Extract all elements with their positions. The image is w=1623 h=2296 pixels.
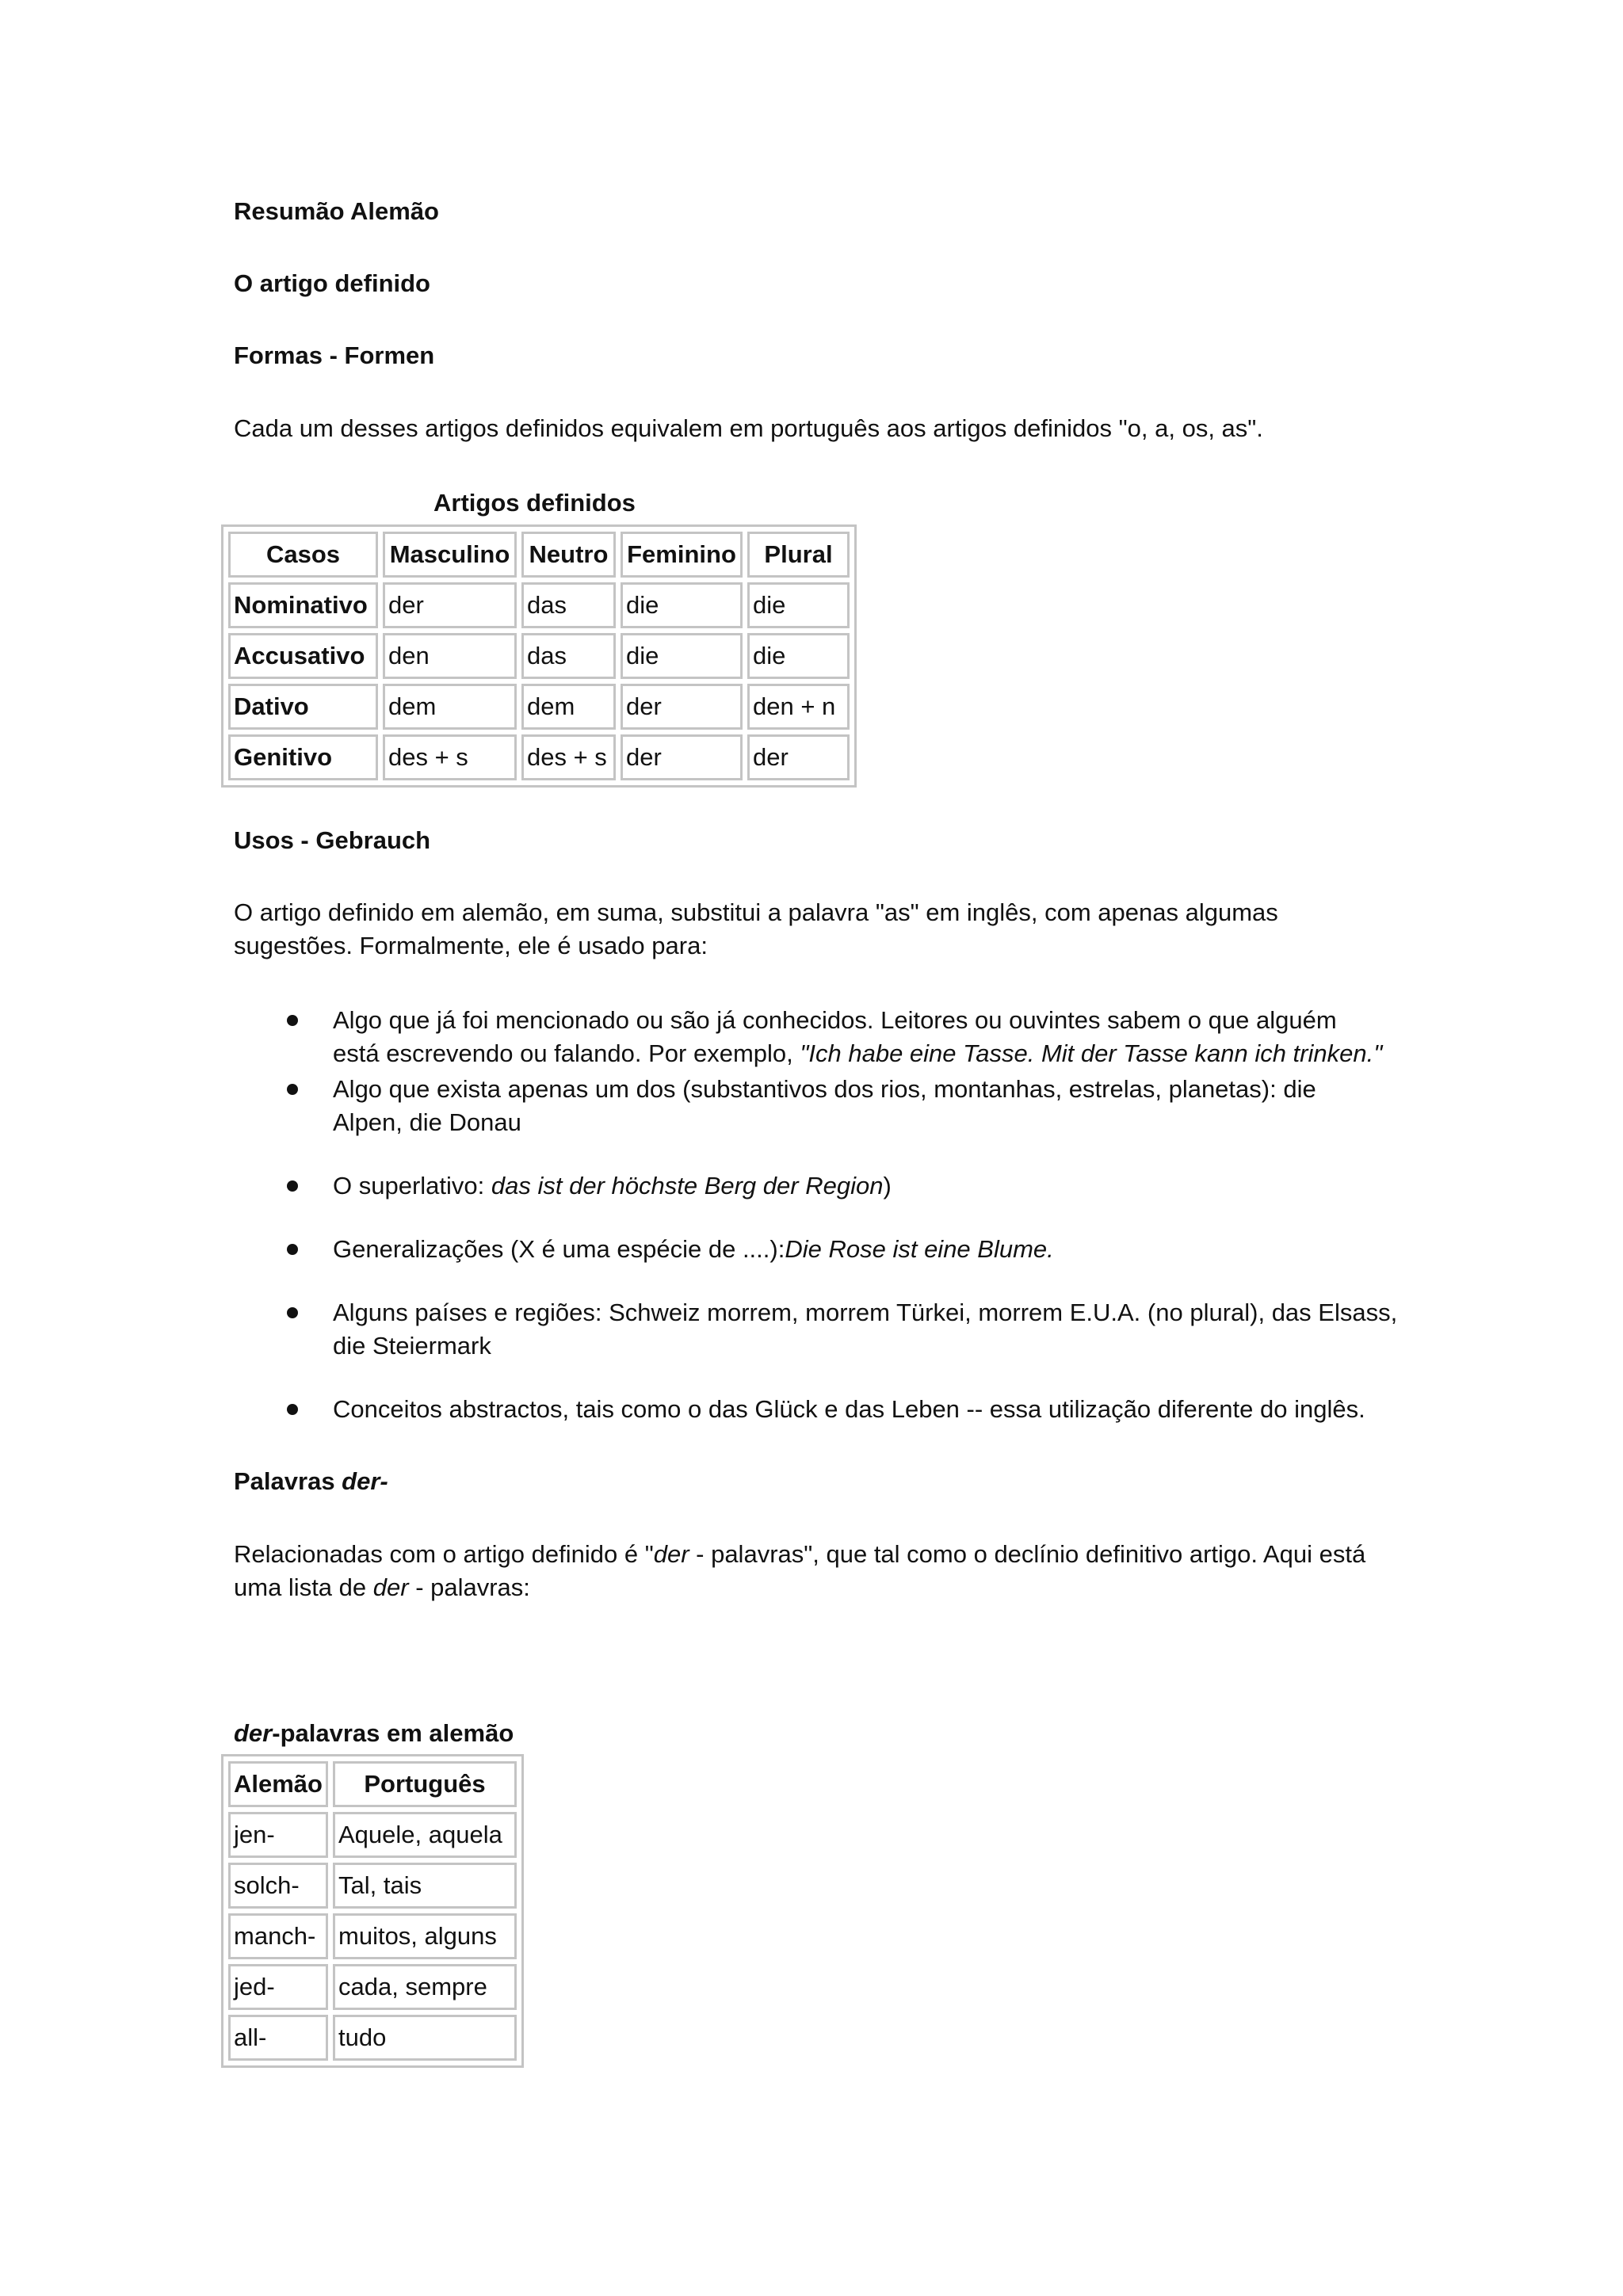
- caption-text: -palavras em alemão: [272, 1719, 514, 1747]
- table-cell: der: [383, 582, 517, 628]
- bullet-example: "Ich habe eine Tasse. Mit der Tasse kann ich trinken.": [800, 1039, 1383, 1067]
- table-header-row: [228, 532, 850, 578]
- column-header: Plural: [747, 532, 850, 578]
- table-cell: die: [621, 633, 743, 679]
- table-cell: Aquele, aquela: [333, 1812, 517, 1858]
- table-cell: tudo: [333, 2015, 517, 2061]
- table1-caption: Artigos definidos: [433, 489, 636, 517]
- column-header: Alemão: [228, 1761, 328, 1807]
- paragraph-italic: der: [372, 1573, 409, 1601]
- table-cell: Tal, tais: [333, 1863, 517, 1909]
- bullet-text-line-2: Alpen, die Donau: [333, 1108, 521, 1136]
- table-cell: dem: [521, 684, 616, 730]
- table-cell: Genitivo: [228, 734, 378, 780]
- table-row: [228, 734, 850, 780]
- table-cell: der: [621, 734, 743, 780]
- forms-heading: Formas - Formen: [234, 341, 435, 369]
- paragraph-text: - palavras", que tal como o declínio definitivo artigo. Aqui está: [689, 1540, 1366, 1568]
- paragraph-text: - palavras:: [408, 1573, 530, 1601]
- table-row: [228, 684, 850, 730]
- bullet-text-line-2: die Steiermark: [333, 1332, 491, 1360]
- table-cell: des + s: [521, 734, 616, 780]
- table-row: [228, 1812, 517, 1858]
- der-paragraph-line-2: [234, 1571, 1423, 1604]
- list-item: [333, 1393, 1419, 1426]
- caption-italic: der: [234, 1719, 273, 1747]
- column-header: Casos: [228, 532, 378, 578]
- table-cell: das: [521, 582, 616, 628]
- column-header: Português: [333, 1761, 517, 1807]
- table-cell: dem: [383, 684, 517, 730]
- table-cell: die: [747, 582, 850, 628]
- bullet-text-line-1: Alguns países e regiões: Schweiz morrem, morrem Türkei, morrem E.U.A. (no plural), das Elsass,: [333, 1299, 1398, 1326]
- table-cell: cada, sempre: [333, 1964, 517, 2010]
- table-cell: den: [383, 633, 517, 679]
- table-cell: den + n: [747, 684, 850, 730]
- list-item: [333, 1073, 1419, 1139]
- table-row: [228, 582, 850, 628]
- list-item: [333, 1233, 1419, 1266]
- table-cell: der: [621, 684, 743, 730]
- bullet-icon: [287, 1404, 298, 1415]
- table-cell: des + s: [383, 734, 517, 780]
- table-cell: manch-: [228, 1913, 328, 1959]
- der-words-table: [221, 1754, 524, 2068]
- bullet-icon: [287, 1307, 298, 1318]
- bullet-text-end: ): [883, 1172, 892, 1199]
- table-cell: der: [747, 734, 850, 780]
- der-words-heading: [234, 1465, 1423, 1498]
- uses-paragraph-line-1: O artigo definido em alemão, em suma, substitui a palavra "as" em inglês, com apenas algumas: [234, 898, 1278, 926]
- column-header: Neutro: [521, 532, 616, 578]
- column-header: Feminino: [621, 532, 743, 578]
- heading-italic: der-: [342, 1467, 388, 1495]
- table-row: [228, 1913, 517, 1959]
- table-row: [228, 2015, 517, 2061]
- intro-paragraph: Cada um desses artigos definidos equivalem em português aos artigos definidos "o, a, os, as".: [234, 414, 1263, 442]
- table-cell: jed-: [228, 1964, 328, 2010]
- table2-caption: [234, 1717, 1423, 1750]
- bullet-example: Die Rose ist eine Blume.: [785, 1235, 1054, 1263]
- column-header: Masculino: [383, 532, 517, 578]
- heading-text: Palavras: [234, 1467, 342, 1495]
- document-title: Resumão Alemão: [234, 197, 439, 225]
- bullet-text-line-1: Algo que exista apenas um dos (substantivos dos rios, montanhas, estrelas, planetas): die: [333, 1075, 1316, 1103]
- bullet-example: das ist der höchste Berg der Region: [491, 1172, 884, 1199]
- table-cell: das: [521, 633, 616, 679]
- table-cell: die: [621, 582, 743, 628]
- bullet-icon: [287, 1015, 298, 1026]
- paragraph-text: Relacionadas com o artigo definido é ": [234, 1540, 654, 1568]
- definite-articles-table: [221, 524, 857, 788]
- bullet-icon: [287, 1180, 298, 1192]
- section-title: O artigo definido: [234, 269, 430, 297]
- table-cell: Nominativo: [228, 582, 378, 628]
- table-row: [228, 1964, 517, 2010]
- list-item: [333, 1296, 1419, 1363]
- bullet-icon: [287, 1084, 298, 1095]
- table-header-row: [228, 1761, 517, 1807]
- uses-paragraph-line-2: sugestões. Formalmente, ele é usado para:: [234, 932, 708, 959]
- der-paragraph-line-1: [234, 1538, 1423, 1571]
- table-cell: jen-: [228, 1812, 328, 1858]
- bullet-text: O superlativo:: [333, 1172, 491, 1199]
- bullet-text: Generalizações (X é uma espécie de ....):: [333, 1235, 785, 1263]
- table-row: [228, 1863, 517, 1909]
- bullet-icon: [287, 1244, 298, 1255]
- table-cell: solch-: [228, 1863, 328, 1909]
- bullet-text-line-1: Algo que já foi mencionado ou são já conhecidos. Leitores ou ouvintes sabem o que alguém: [333, 1006, 1337, 1034]
- table-cell: all-: [228, 2015, 328, 2061]
- bullet-text-line-2: está escrevendo ou falando. Por exemplo,: [333, 1039, 800, 1067]
- paragraph-italic: der: [653, 1540, 689, 1568]
- table-cell: muitos, alguns: [333, 1913, 517, 1959]
- list-item: [333, 1004, 1419, 1070]
- table-cell: die: [747, 633, 850, 679]
- uses-heading: Usos - Gebrauch: [234, 826, 431, 854]
- table-cell: Accusativo: [228, 633, 378, 679]
- list-item: [333, 1169, 1419, 1203]
- paragraph-text: uma lista de: [234, 1573, 373, 1601]
- bullet-text: Conceitos abstractos, tais como o das Glück e das Leben -- essa utilização diferente do inglês.: [333, 1395, 1365, 1423]
- table-row: [228, 633, 850, 679]
- table-cell: Dativo: [228, 684, 378, 730]
